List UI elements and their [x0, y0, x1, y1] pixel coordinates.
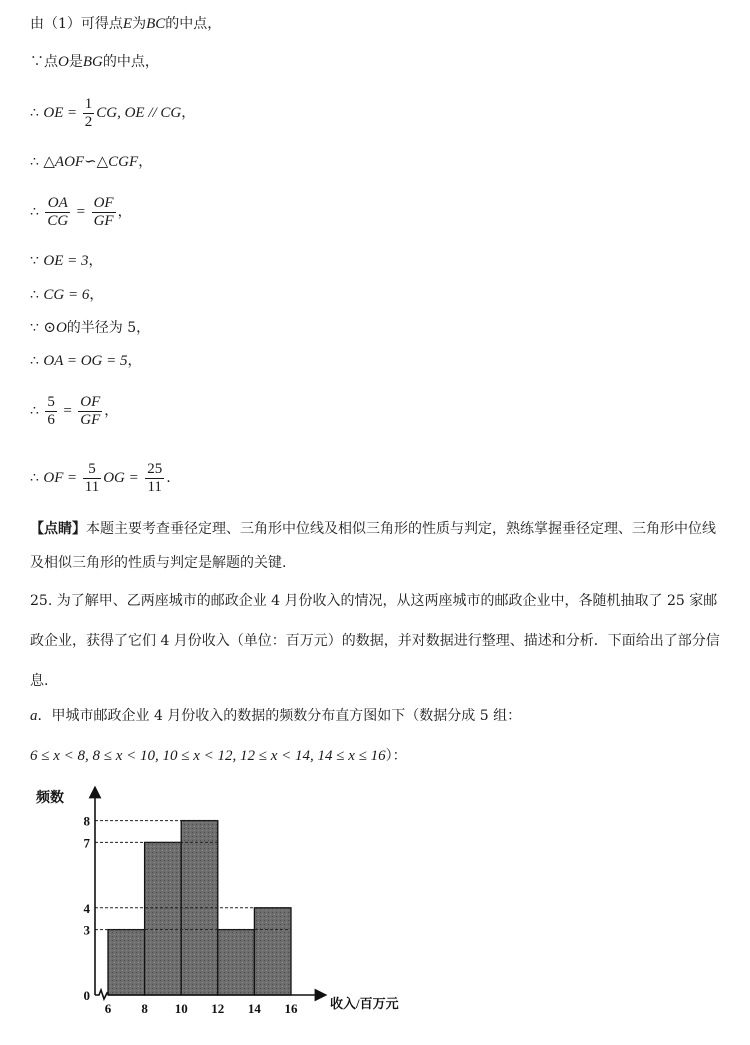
numerator: 25: [147, 460, 163, 477]
x-axis-title: 收入/百万元: [330, 996, 399, 1011]
point-label: O: [58, 54, 69, 70]
fraction-oa-cg: [45, 195, 70, 230]
part-a-line: [30, 706, 521, 726]
text: ，: [181, 105, 196, 121]
fraction-half: [83, 96, 95, 131]
y-tick-label: 3: [83, 922, 90, 938]
proof-line-6: [30, 251, 103, 271]
numerator: OF: [93, 194, 114, 211]
segment-label: BG: [82, 54, 103, 70]
therefore-symbol: ∴: [30, 353, 39, 369]
proof-line-11: [30, 458, 171, 498]
proof-line-10: [30, 391, 118, 431]
y-axis-title: 频数: [36, 791, 64, 806]
proof-line-8: [30, 318, 150, 338]
x-tick-label: 16: [284, 1001, 298, 1016]
therefore-symbol: ∴: [30, 154, 39, 170]
denominator: 6: [47, 411, 55, 428]
numerator: 5: [47, 393, 55, 410]
fraction-25-11: [145, 461, 164, 496]
therefore-symbol: ∴: [30, 403, 39, 419]
text: 的中点，: [165, 16, 222, 32]
text: ，: [138, 154, 153, 170]
y-tick-label: 4: [83, 900, 90, 916]
note-text: 本题主要考查垂径定理、三角形中位线及相似三角形的性质与判定，熟练掌握垂径定理、三角形中位线及相似三角形的性质与判定是解题的关键.: [30, 521, 716, 571]
proof-line-5: [30, 192, 132, 232]
text: ，: [117, 204, 132, 220]
histogram-bar: [145, 842, 182, 995]
expression: CG = 6: [43, 287, 90, 303]
y-tick-label: 8: [83, 813, 90, 829]
expression: OG =: [103, 470, 139, 486]
note-tag: 【点睛】: [30, 521, 86, 537]
x-tick-label: 8: [141, 1001, 148, 1016]
text: 的中点，: [102, 54, 159, 70]
denominator: 11: [147, 478, 162, 495]
equals: =: [67, 470, 77, 486]
text: 为: [132, 16, 147, 32]
fraction-of-gf: [92, 195, 116, 230]
denominator: 2: [84, 113, 93, 130]
x-tick-label: 12: [211, 1001, 225, 1016]
text: ，: [104, 403, 119, 419]
equals: =: [63, 403, 72, 419]
fraction-5-11: [83, 461, 101, 496]
text: ∵点: [30, 54, 58, 70]
circle-label: ⊙O: [43, 320, 67, 336]
x-tick-label: 10: [174, 1001, 188, 1016]
problem-number: 25.: [30, 593, 53, 609]
problem-text: 为了解甲、乙两座城市的邮政企业 4 月份收入的情况，从这两座城市的邮政企业中，各随机抽取了 25 家邮政企业，获得了它们 4 月份收入（单位：百万元）的数据，并对数据进行整理、描述和分析．下面给出了部分信息.: [30, 593, 720, 689]
histogram-chart: [0, 780, 440, 1030]
proof-line-2: [30, 52, 159, 72]
text: ，: [88, 253, 103, 269]
x-tick-label: 14: [247, 1001, 261, 1016]
expression: OE = 3: [43, 253, 89, 269]
histogram-bar: [108, 930, 145, 995]
text: 由（1）可得点: [30, 16, 123, 32]
proof-line-4: [30, 152, 152, 172]
groups-line: [30, 746, 407, 766]
expression: OF: [43, 470, 64, 486]
denominator: CG: [47, 212, 69, 229]
histogram-bar: [218, 930, 255, 995]
fraction-of-gf: [78, 394, 102, 429]
text: .: [166, 470, 171, 486]
text: ）：: [385, 748, 407, 764]
denominator: 11: [84, 478, 100, 495]
fraction-5-6: [45, 394, 57, 429]
histogram-bar: [254, 908, 291, 995]
point-label: E: [122, 16, 133, 32]
because-symbol: ∵: [30, 320, 39, 336]
numerator: 1: [84, 95, 93, 112]
proof-line-7: [30, 285, 103, 305]
text: ，: [89, 287, 104, 303]
equals: =: [76, 204, 86, 220]
because-symbol: ∵: [30, 253, 39, 269]
group-intervals: 6 ≤ x < 8, 8 ≤ x < 10, 10 ≤ x < 12, 12 ≤ x < 14, 14 ≤ x ≤ 16: [30, 748, 386, 764]
summary-note: [30, 512, 720, 580]
segment-label: BC: [146, 16, 166, 32]
y-tick-label: 7: [83, 835, 90, 851]
x-tick-label: 6: [104, 1001, 112, 1016]
denominator: GF: [80, 411, 101, 428]
therefore-symbol: ∴: [30, 470, 39, 486]
part-a-label: a: [30, 708, 38, 724]
proof-line-1: [30, 14, 221, 34]
numerator: OA: [45, 195, 70, 213]
therefore-symbol: ∴: [30, 287, 39, 303]
text: 是: [68, 54, 83, 70]
expression: OE: [43, 105, 64, 121]
similarity-expression: △AOF∽△CGF: [43, 154, 139, 170]
proof-line-9: [30, 351, 142, 371]
problem-statement: [30, 581, 720, 701]
y-tick-label: 0: [83, 988, 90, 1003]
text: ，: [127, 353, 142, 369]
expression: OA = OG = 5: [43, 353, 128, 369]
part-a-text: ．甲城市邮政企业 4 月份收入的数据的频数分布直方图如下（数据分成 5 组：: [37, 708, 522, 724]
numerator: OF: [80, 393, 101, 410]
text: 的半径为 5，: [66, 320, 151, 336]
therefore-symbol: ∴: [30, 204, 39, 220]
proof-line-3: [30, 95, 195, 131]
denominator: GF: [93, 212, 114, 229]
therefore-symbol: ∴: [30, 105, 39, 121]
numerator: 5: [83, 461, 101, 479]
expression: CG, OE // CG: [96, 105, 182, 121]
equals: =: [67, 105, 77, 121]
